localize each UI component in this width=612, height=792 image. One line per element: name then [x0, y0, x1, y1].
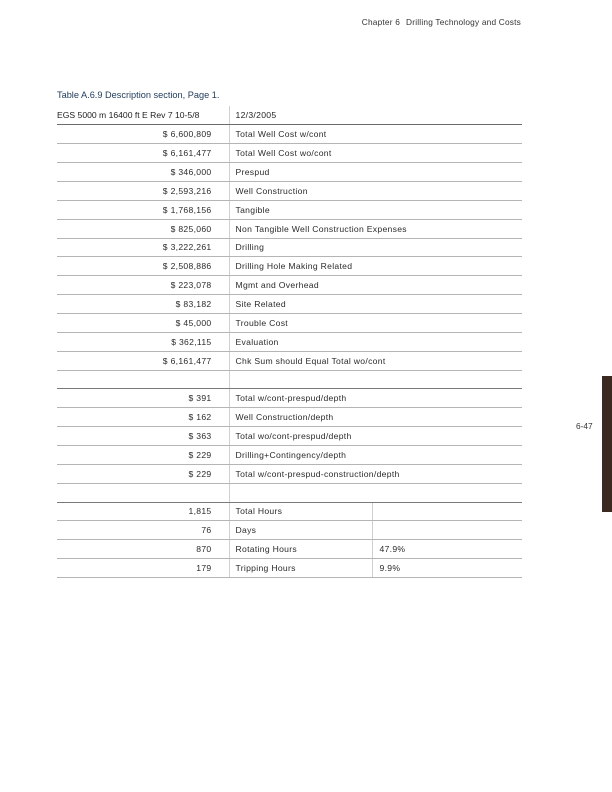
cost-value: $ 6,161,477: [57, 351, 229, 370]
cost-value: $ 6,600,809: [57, 125, 229, 144]
cost-label: Chk Sum should Equal Total wo/cont: [229, 351, 522, 370]
cost-label: Trouble Cost: [229, 313, 522, 332]
table-row: [57, 559, 522, 578]
empty-cell: [57, 483, 229, 502]
table-section-break: [57, 483, 522, 502]
depth-value: $ 391: [57, 389, 229, 408]
hours-value: 179: [57, 559, 229, 578]
cost-label: Well Construction: [229, 181, 522, 200]
cost-value: $ 346,000: [57, 163, 229, 182]
hours-percent: 47.9%: [372, 540, 522, 559]
table-title: Table A.6.9 Description section, Page 1.: [57, 90, 220, 100]
table-row: [57, 427, 522, 446]
table-header-row: [57, 106, 522, 125]
header-left: EGS 5000 m 16400 ft E Rev 7 10-5/8: [57, 106, 229, 125]
hours-value: 76: [57, 521, 229, 540]
cost-value: $ 6,161,477: [57, 144, 229, 163]
cost-value: $ 83,182: [57, 295, 229, 314]
table-row: [57, 219, 522, 238]
cost-value: $ 45,000: [57, 313, 229, 332]
hours-value: 870: [57, 540, 229, 559]
table-row: [57, 408, 522, 427]
depth-value: $ 363: [57, 427, 229, 446]
depth-label: Total w/cont-prespud/depth: [229, 389, 522, 408]
empty-cell: [229, 370, 522, 389]
cost-label: Site Related: [229, 295, 522, 314]
cost-value: $ 1,768,156: [57, 200, 229, 219]
depth-value: $ 229: [57, 445, 229, 464]
depth-value: $ 162: [57, 408, 229, 427]
cost-value: $ 223,078: [57, 276, 229, 295]
hours-percent: [372, 502, 522, 521]
hours-label: Total Hours: [229, 502, 372, 521]
table-row: [57, 181, 522, 200]
cost-label: Total Well Cost wo/cont: [229, 144, 522, 163]
table-row: [57, 389, 522, 408]
page-number: 6-47: [576, 421, 593, 431]
depth-value: $ 229: [57, 464, 229, 483]
table-row: [57, 200, 522, 219]
chapter-title: Drilling Technology and Costs: [406, 17, 521, 27]
cost-value: $ 2,508,886: [57, 257, 229, 276]
table-row: [57, 295, 522, 314]
table-row: [57, 163, 522, 182]
cost-value: $ 362,115: [57, 332, 229, 351]
chapter-edge-tab: [602, 376, 612, 512]
table-section-break: [57, 370, 522, 389]
cost-label: Prespud: [229, 163, 522, 182]
empty-cell: [57, 370, 229, 389]
hours-percent: [372, 521, 522, 540]
hours-label: Rotating Hours: [229, 540, 372, 559]
cost-label: Drilling: [229, 238, 522, 257]
table-row: [57, 464, 522, 483]
cost-label: Non Tangible Well Construction Expenses: [229, 219, 522, 238]
depth-label: Total wo/cont-prespud/depth: [229, 427, 522, 446]
table-row: [57, 351, 522, 370]
table-row: [57, 313, 522, 332]
depth-label: Total w/cont-prespud-construction/depth: [229, 464, 522, 483]
table-row: [57, 125, 522, 144]
table-row: [57, 445, 522, 464]
header-date: 12/3/2005: [229, 106, 522, 125]
table-row: [57, 276, 522, 295]
depth-label: Well Construction/depth: [229, 408, 522, 427]
table-row: [57, 540, 522, 559]
hours-percent: 9.9%: [372, 559, 522, 578]
cost-value: $ 2,593,216: [57, 181, 229, 200]
depth-label: Drilling+Contingency/depth: [229, 445, 522, 464]
description-table: [57, 106, 522, 578]
cost-label: Mgmt and Overhead: [229, 276, 522, 295]
table-row: [57, 521, 522, 540]
cost-label: Tangible: [229, 200, 522, 219]
chapter-label: Chapter 6: [361, 17, 401, 27]
hours-label: Tripping Hours: [229, 559, 372, 578]
cost-value: $ 3,222,261: [57, 238, 229, 257]
table-row: [57, 144, 522, 163]
cost-label: Total Well Cost w/cont: [229, 125, 522, 144]
table-row: [57, 332, 522, 351]
table-row: [57, 238, 522, 257]
cost-label: Evaluation: [229, 332, 522, 351]
running-head: [362, 17, 521, 27]
cost-value: $ 825,060: [57, 219, 229, 238]
cost-label: Drilling Hole Making Related: [229, 257, 522, 276]
table-row: [57, 502, 522, 521]
hours-label: Days: [229, 521, 372, 540]
table-row: [57, 257, 522, 276]
hours-value: 1,815: [57, 502, 229, 521]
empty-cell: [229, 483, 522, 502]
